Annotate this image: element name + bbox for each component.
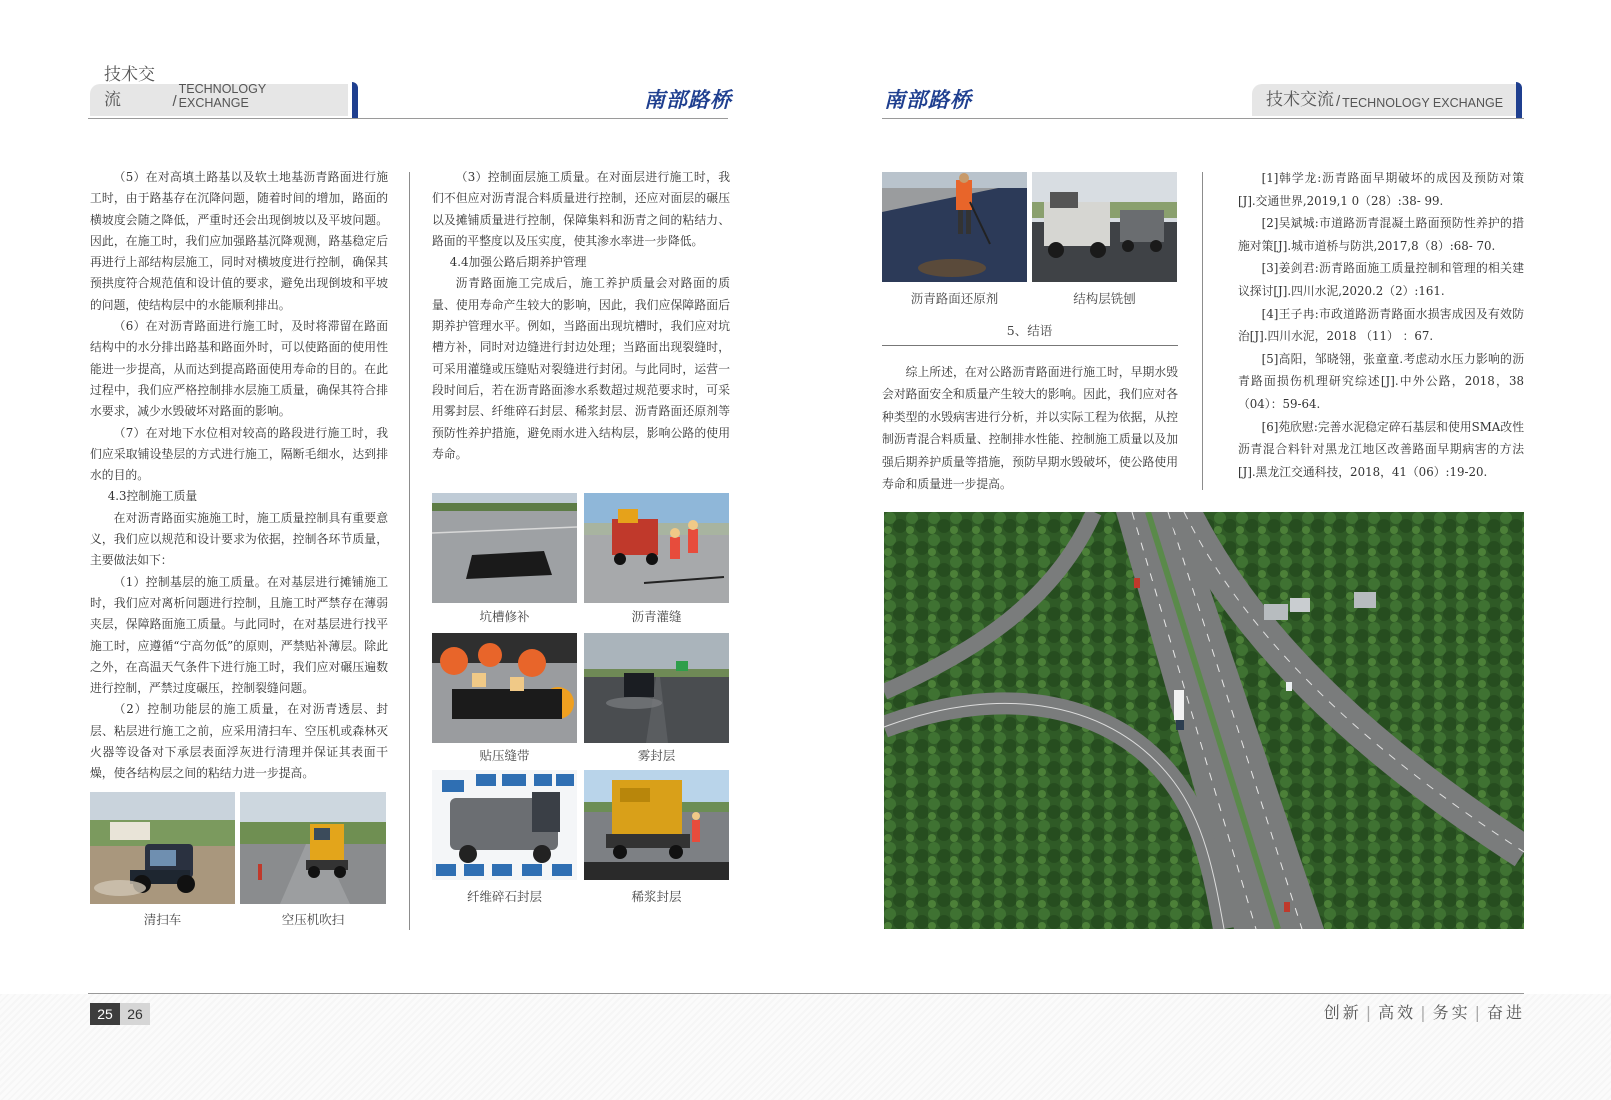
references [1238,167,1524,483]
text-column-2 [432,167,730,465]
paragraph: （3）控制面层施工质量。在对面层进行施工时，我们不但应对沥青混合料质量进行控制，还应对面层的碾压以及摊铺质量进行控制，保障集料和沥青之间的粘结力、路面的平整度以及压实度，使其渗水率进一步降低。 [432,170,730,248]
paragraph: （6）在对沥青路面进行施工时，及时将滞留在路面结构中的水分排出路基和路面外时，可以使路面的使用性能进一步提高，从而达到提高路面使用寿命的目的。在此过程中，我们应严格控制排水层施工质量，确保其符合排水要求，减少水毁破坏对路面的影响。 [90,319,388,419]
section-title-en: TECHNOLOGY EXCHANGE [178,82,266,110]
page-number-right: 26 [120,1003,150,1025]
caption-crack-tape: 贴压缝带 [479,748,530,763]
photo-crack-tape [432,633,577,743]
reference-item: [1]韩学龙:沥青路面早期破坏的成因及预防对策[J].交通世界,2019,1 0（28）:38- 99. [1238,171,1524,208]
section-tab-right [1252,84,1516,116]
reference-item: [5]高阳，邹晓翎，张童童.考虑动水压力影响的沥青路面损伤机理研究综述[J].中外公路，2018，38（04）：59-64. [1238,351,1524,411]
brand-logo-right: 南部路桥 [884,87,972,112]
text-column-1 [90,167,388,785]
paragraph: 沥青路面施工完成后，施工养护质量会对路面的质量、使用寿命产生较大的影响，因此，我们应保障路面后期养护管理水平。例如，当路面出现坑槽时，我们应对坑槽方补，同时对边缝进行封边处理；当路面出现裂缝时，可采用灌缝或压缝贴对裂缝进行封闭。与此同时，运营一段时间后，若在沥青路面渗水系数超过规范要求时，可采用雾封层、纤维碎石封层、稀浆封层、沥青路面还原剂等预防性养护措施，避免雨水进入结构层，影响公路的使用寿命。 [432,276,730,461]
paragraph: 综上所述，在对公路沥青路面进行施工时，早期水毁会对路面安全和质量产生较大的影响。因此，我们应对各种类型的水毁病害进行分析，并以实际工程为依据，从控制沥青混合料质量、控制排水性能、控制施工质量以及加强后期养护质量等措施，预防早期水毁破坏，使公路使用寿命和质量进一步提高。 [882,365,1178,492]
photo-aerial-highway [884,512,1524,929]
paragraph: （1）控制基层的施工质量。在对基层进行摊铺施工时，我们应对离析问题进行控制，且施工时严禁存在薄弱夹层，保障路面施工质量。与此同时，在对基层进行找平施工时，应遵循“宁高勿低”的原则，严禁贴补薄层。除此之外，在高温天气条件下进行施工时，我们应对碾压遍数进行控制，严禁过度碾压，控制裂缝问题。 [90,574,388,696]
section-tab-accent-left [352,82,358,118]
caption-air-blow: 空压机吹扫 [281,912,345,927]
page-number-left: 25 [90,1003,120,1025]
brand-logo-left: 南部路桥 [644,87,732,112]
caption-sweeper: 清扫车 [143,912,182,927]
header-rule-left [88,118,728,119]
section-title-cn: 技术交流 [1266,90,1334,110]
reference-item: [6]苑欣慰:完善水泥稳定碎石基层和使用SMA改性沥青混合料针对黑龙江地区改善路面早期病害的方法[J].黑龙江交通科技，2018，41（06）:19-20. [1238,419,1524,479]
photo-pothole [432,493,577,603]
photo-rejuvenator [882,172,1027,282]
footer-slogan: 创新 | 高效 | 务实 | 奋进 [1323,1003,1525,1022]
section-title-cn: 技术交流 [104,65,155,110]
caption-fog-seal: 雾封层 [637,748,676,763]
section-heading: 4.3控制施工质量 [107,489,198,504]
caption-milling: 结构层铣刨 [1073,291,1136,306]
caption-rejuvenator: 沥青路面还原剂 [910,291,999,306]
caption-crack-fill: 沥青灌缝 [631,609,682,624]
footer-rule [88,993,1524,994]
photo-sweeper [90,792,235,904]
section-heading: 4.4加强公路后期养护管理 [449,255,587,270]
slogan-word: 奋进 [1486,1003,1525,1022]
paragraph: （7）在对地下水位相对较高的路段进行施工时，我们应采取铺设垫层的方式进行施工，隔断毛细水，达到排水的目的。 [90,425,388,483]
section-tab-left [90,65,348,116]
caption-fiber-seal: 纤维碎石封层 [466,889,542,904]
slogan-word: 创新 [1323,1003,1362,1022]
section-tab-accent-right [1516,82,1522,118]
photo-fiber-seal [432,770,577,880]
header-rule-right [882,118,1524,119]
paragraph: 在对沥青路面实施施工时，施工质量控制具有重要意义，我们应以规范和设计要求为依据，控制各环节质量，主要做法如下： [90,510,388,568]
reference-item: [2]吴斌城:市道路沥青混凝土路面预防性养护的措施对策[J].城市道桥与防洪,2017,8（8）:68- 70. [1238,216,1524,253]
photo-fog-seal [584,633,729,743]
column-divider-right [1202,172,1203,490]
slogan-word: 高效 [1378,1003,1417,1022]
reference-item: [3]姜剑君:沥青路面施工质量控制和管理的相关建议探讨[J].四川水泥,2020.2（2）:161. [1238,261,1524,298]
section-sep: / [1336,93,1341,110]
photo-crack-fill [584,493,729,603]
caption-slurry-seal: 稀浆封层 [631,889,682,904]
conclusion-rule [882,345,1178,346]
slogan-word: 务实 [1432,1003,1471,1022]
photo-slurry-seal [584,770,729,880]
conclusion-heading: 5、结语 [1006,323,1053,338]
reference-item: [4]王子冉:市政道路沥青路面水损害成因及有效防治[J].四川水泥，2018 （11） ：67. [1238,306,1524,344]
photo-air-blow [240,792,386,904]
column-divider [409,172,410,930]
section-title-en: TECHNOLOGY EXCHANGE [1342,96,1504,110]
conclusion-text [882,361,1178,495]
photo-milling [1032,172,1177,282]
paragraph: （5）在对高填土路基以及软土地基沥青路面进行施工时，由于路基存在沉降问题，随着时间的增加，路面的横坡度会随之降低，严重时还会出现倒坡以及平坡问题。因此，在施工时，我们应加强路基沉降观测，路基稳定后再进行上部结构层施工，同时对横坡度进行控制，确保其预拱度符合规范值和设计值的要求，避免出现倒坡和平坡的问题，使结构层中的水能顺利排出。 [90,170,388,312]
caption-pothole: 坑槽修补 [479,609,530,624]
paragraph: （2）控制功能层的施工质量，在对沥青透层、封层、粘层进行施工之前，应采用清扫车、空压机或森林灭火器等设备对下承层表面浮灰进行清理并保证其表面干燥，使各结构层之间的粘结力进一步提高。 [90,702,388,781]
section-sep: / [172,93,177,110]
